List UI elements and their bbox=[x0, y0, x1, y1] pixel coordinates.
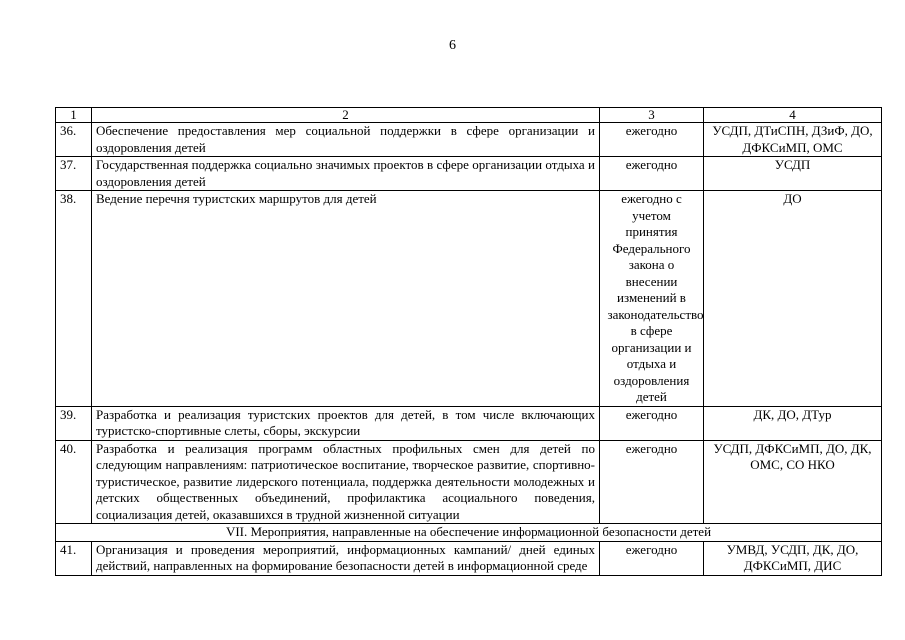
table-header-row bbox=[56, 108, 882, 123]
row-period: ежегодно bbox=[600, 157, 704, 191]
row-description: Организация и проведения мероприятий, информационных кампаний/ дней единых действий, направленных на формирование безопасности детей в информационной среде bbox=[92, 541, 600, 575]
row-executors: УСДП, ДТиСПН, ДЗиФ, ДО, ДФКСиМП, ОМС bbox=[704, 123, 882, 157]
measures-table bbox=[55, 107, 882, 576]
table-row bbox=[56, 191, 882, 407]
row-period: ежегодно bbox=[600, 541, 704, 575]
period-text: ежегодно с учетом принятия Федерального закона о внесении изменений в законодательство в сфере организации и отдыха и оздоровления детей bbox=[607, 191, 704, 404]
row-executors: УМВД, УСДП, ДК, ДО, ДФКСиМП, ДИС bbox=[704, 541, 882, 575]
row-description: Разработка и реализация туристских проектов для детей, в том числе включающих туристско-спортивные слеты, сборы, экскурсии bbox=[92, 406, 600, 440]
row-executors: ДК, ДО, ДТур bbox=[704, 406, 882, 440]
row-executors: УСДП, ДФКСиМП, ДО, ДК, ОМС, СО НКО bbox=[704, 440, 882, 524]
row-period: ежегодно bbox=[600, 123, 704, 157]
row-number: 39. bbox=[56, 406, 92, 440]
header-cell: 1 bbox=[56, 108, 92, 123]
row-description: Разработка и реализация программ областных профильных смен для детей по следующим направлениям: патриотическое воспитание, творческое развитие, спортивно-туристическое, развитие лидерского потенциала, поддержка деятельности молодежных и детских общественных объединений, профилактика асоциального поведения, социализация детей, оказавшихся в трудной жизненной ситуации bbox=[92, 440, 600, 524]
row-period: ежегодно bbox=[600, 406, 704, 440]
header-cell: 4 bbox=[704, 108, 882, 123]
row-executors: ДО bbox=[704, 191, 882, 407]
table-row bbox=[56, 123, 882, 157]
header-cell: 2 bbox=[92, 108, 600, 123]
table-row bbox=[56, 406, 882, 440]
row-period: ежегодно bbox=[600, 440, 704, 524]
row-period bbox=[600, 191, 704, 407]
row-description: Государственная поддержка социально значимых проектов в сфере организации отдыха и оздоровления детей bbox=[92, 157, 600, 191]
row-number: 38. bbox=[56, 191, 92, 407]
header-cell: 3 bbox=[600, 108, 704, 123]
row-number: 37. bbox=[56, 157, 92, 191]
row-number: 36. bbox=[56, 123, 92, 157]
row-number: 41. bbox=[56, 541, 92, 575]
section-heading: VII. Мероприятия, направленные на обеспечение информационной безопасности детей bbox=[56, 524, 882, 542]
table-row bbox=[56, 440, 882, 524]
table-row bbox=[56, 541, 882, 575]
section-heading-row bbox=[56, 524, 882, 542]
row-number: 40. bbox=[56, 440, 92, 524]
row-description: Обеспечение предоставления мер социальной поддержки в сфере организации и оздоровления детей bbox=[92, 123, 600, 157]
row-executors: УСДП bbox=[704, 157, 882, 191]
page-number: 6 bbox=[449, 38, 456, 53]
row-description: Ведение перечня туристских маршрутов для детей bbox=[92, 191, 600, 407]
table-row bbox=[56, 157, 882, 191]
